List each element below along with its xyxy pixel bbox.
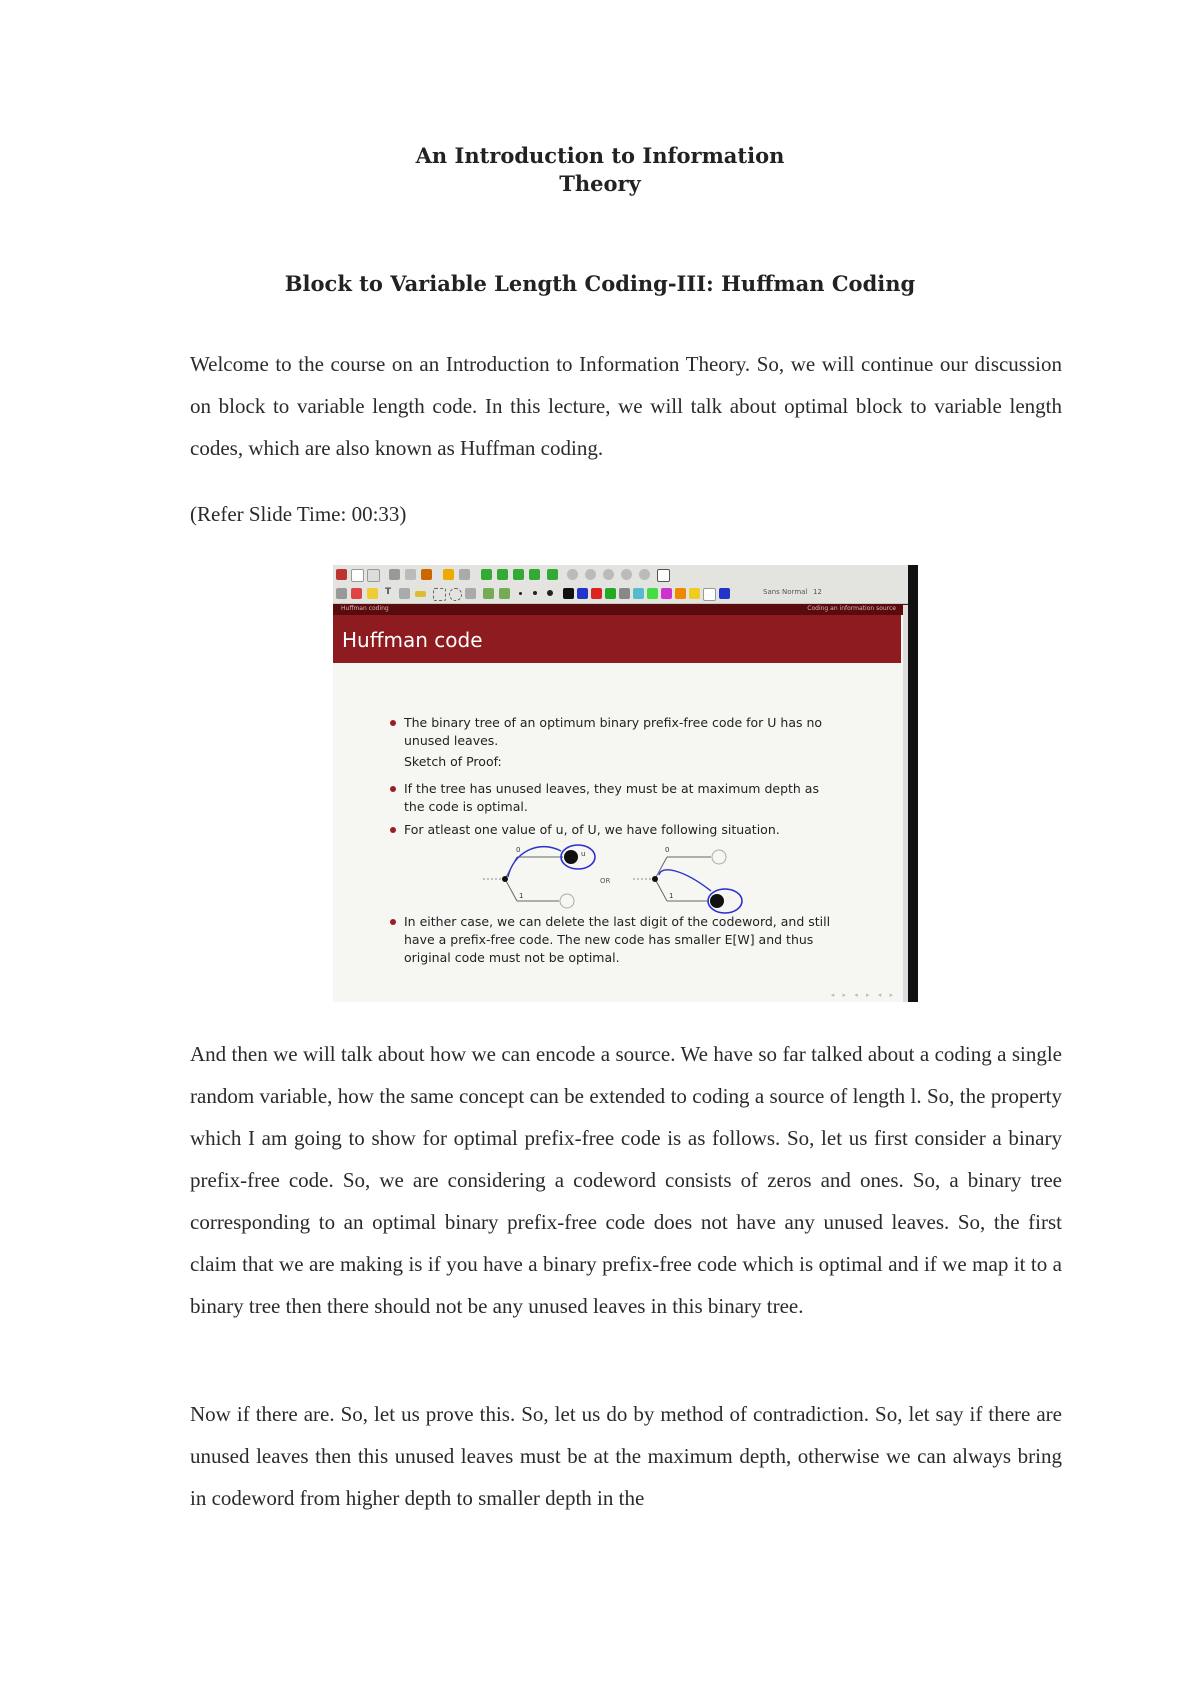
bullet-4-line1: In either case, we can delete the last digit of the codeword, and still [404,914,831,929]
tree-right-label-0: 0 [665,846,670,854]
bullet-1-line1: The binary tree of an optimum binary prefix-free code for U has no [404,715,823,730]
color-gray [619,588,630,599]
select-region-icon [449,588,462,601]
undo-icon [443,569,454,580]
slide-screenshot [333,565,918,1002]
next-page-icon [513,569,524,580]
refer-slide-time: (Refer Slide Time: 00:33) [190,502,407,526]
font-name: Sans Normal [763,588,808,596]
body-paragraph-2: And then we will talk about how we can encode a source. We have so far talked about a coding a single random variable, how the same concept can be extended to coding a source of length l. So, the property which I am going to show for optimal prefix-free code is as follows. So, let us first consider a binary prefix-free code. So, we are considering a codeword consists of zeros and ones. So, a binary tree corresponding to an optimal binary prefix-free code does not have any unused leaves. So, the first claim that we are making is if you have a binary prefix-free code which is optimal and if we map it to a binary tree then there should not be any unused leaves in this binary tree. [190,1042,1062,1318]
dot-fine-icon [519,592,522,595]
tree-right-root [652,876,658,882]
tree-or-label: OR [600,877,611,885]
lecture-title: Block to Variable Length Coding-III: Huffman Coding [284,271,916,296]
slide-right-border [908,565,918,1002]
fullscreen-icon [657,569,670,582]
slide-footer-nav-icons: ◂ ▸ ◂ ▸ ◂ ▸ [830,991,896,999]
tree-right-unused-leaf [712,850,726,864]
bullet-1-line2: unused leaves. [404,733,499,748]
zoom-out-icon [585,569,596,580]
copy-icon [405,569,416,580]
ruler-icon [415,591,426,597]
image-tool-icon [399,588,410,599]
tree-left-leaf-label: u [581,850,586,858]
first-page-icon [481,569,492,580]
slide-navigation-bar [333,604,908,615]
zoom-in-icon [603,569,614,580]
color-yellow [689,588,700,599]
binary-tree-diagram [483,843,783,921]
color-picker [719,588,730,599]
tree-right-label-1: 1 [669,892,674,900]
color-magenta [661,588,672,599]
slide-toolbar-tools [333,584,908,604]
document-title [0,142,1200,198]
document-title-line1: An Introduction to Information [415,143,785,168]
document-title-line2: Theory [559,171,641,196]
select-rect-icon [433,588,446,601]
color-blue [577,588,588,599]
tree-left-label-0: 0 [516,846,521,854]
slide-toolbar-top [333,565,908,585]
bullet-2-dot [390,786,396,792]
tree-left-root [502,876,508,882]
dot-thick-icon [547,590,553,596]
sketch-of-proof: Sketch of Proof: [404,754,502,769]
tree-right-used-leaf [710,894,724,908]
highlighter-icon [367,588,378,599]
color-lightblue [633,588,644,599]
open-icon [351,569,364,582]
color-black [563,588,574,599]
new-icon [336,569,347,580]
redo-icon [459,569,470,580]
color-green [605,588,616,599]
color-red [591,588,602,599]
bullet-2-line1: If the tree has unused leaves, they must be at maximum depth as [404,781,819,796]
bullet-4-line3: original code must not be optimal. [404,950,620,965]
prev-page-icon [497,569,508,580]
bullet-1-dot [390,720,396,726]
bullet-4-line2: have a prefix-free code. The new code has smaller E[W] and thus [404,932,814,947]
slide-heading: Huffman code [342,628,483,652]
pen-icon [336,588,347,599]
tree-right-annotation-arrow [659,870,711,891]
tree-right-edge-0 [655,857,667,879]
zoom-fit-icon [621,569,632,580]
body-paragraph-3: Now if there are. So, let us prove this. So, let us do by method of contradiction. So, let say if there are unused leaves then this unused leaves must be at the maximum depth, otherwise we can always bring in codeword from higher depth to smaller depth in the [190,1402,1062,1510]
tree-left [483,845,595,908]
add-page-icon [547,569,558,580]
tree-left-edge-1 [505,879,517,901]
tree-right [633,846,742,913]
eraser-icon [351,588,362,599]
tree-left-label-1: 1 [519,892,524,900]
tree-left-unused-leaf [560,894,574,908]
slide-nav-left: Huffman coding [341,605,389,612]
cut-icon [389,569,400,580]
dot-medium-icon [533,591,537,595]
paste-icon [421,569,432,580]
vertical-space-icon [465,588,476,599]
bullet-2-line2: the code is optimal. [404,799,528,814]
ruler-pen-icon [499,588,510,599]
color-white [703,588,716,601]
intro-paragraph: Welcome to the course on an Introduction to Information Theory. So, we will continue our discussion on block to variable length code. In this lecture, we will talk about optimal block to variable length codes, which are also known as Huffman coding. [190,352,1062,460]
bullet-3-dot [390,827,396,833]
tree-left-used-leaf [564,850,578,864]
tree-right-leaf-label: u [727,894,732,902]
slide-heading-bar [333,615,901,663]
slide-nav-right: Coding an information source [807,605,896,612]
text-tool-icon: T [385,587,392,597]
folder-icon [367,569,380,582]
hand-icon [483,588,494,599]
zoom-icon [567,569,578,580]
bullet-4-dot [390,919,396,925]
font-size: 12 [813,588,822,596]
last-page-icon [529,569,540,580]
zoom-width-icon [639,569,650,580]
tree-right-edge-1 [655,879,667,901]
color-orange [675,588,686,599]
bullet-3: For atleast one value of u, of U, we have following situation. [404,822,780,837]
color-lightgreen [647,588,658,599]
